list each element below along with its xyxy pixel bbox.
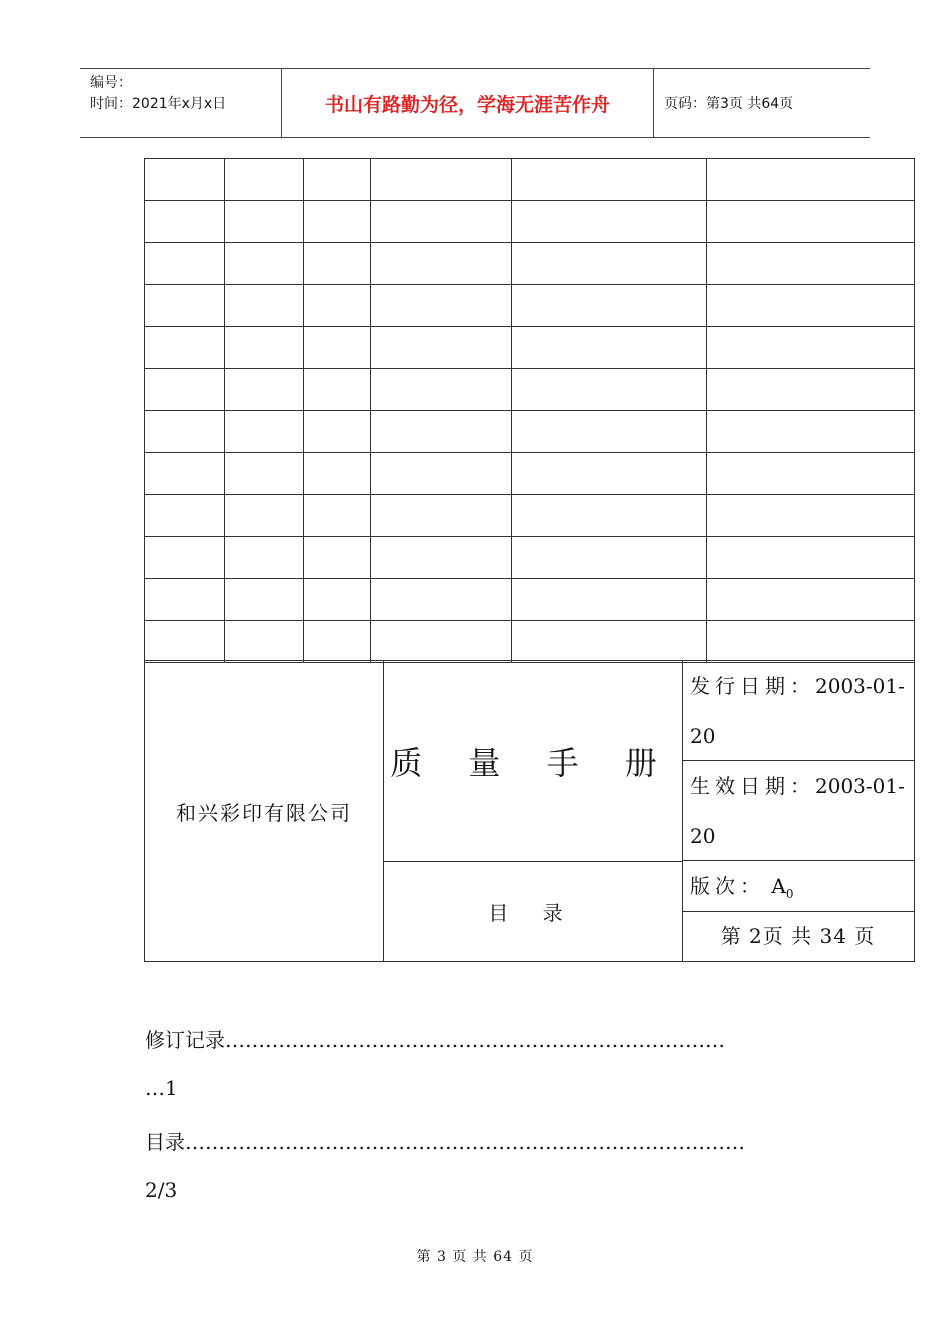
table-cell [707, 495, 915, 537]
block-page-number: 第 2页 共 34 页 [720, 924, 876, 948]
table-cell [512, 243, 707, 285]
effective-date-value: 2003-01- [815, 774, 905, 798]
table-row [145, 285, 915, 327]
table-cell [371, 537, 512, 579]
table-cell [225, 621, 304, 663]
table-cell [225, 453, 304, 495]
table-cell [304, 411, 371, 453]
table-cell [304, 537, 371, 579]
document-title: 质 量 手 册 [383, 661, 683, 862]
table-cell [225, 495, 304, 537]
table-cell [145, 495, 225, 537]
table-cell [707, 453, 915, 495]
table-cell [371, 621, 512, 663]
page-footer: 第 3 页 共 64 页 [416, 1249, 534, 1265]
table-cell [304, 369, 371, 411]
table-cell [512, 495, 707, 537]
page-header [80, 68, 870, 138]
table-cell [304, 285, 371, 327]
table-cell [371, 243, 512, 285]
table-cell [371, 453, 512, 495]
table-cell [512, 579, 707, 621]
table-cell [512, 621, 707, 663]
table-row [145, 201, 915, 243]
effective-date-label: 生效日期： [690, 774, 815, 798]
title-block [144, 660, 915, 962]
table-cell [512, 327, 707, 369]
header-meta-cell [80, 69, 282, 137]
table-row [145, 537, 915, 579]
table-cell [225, 327, 304, 369]
table-cell [225, 579, 304, 621]
toc-entry-revision: 修订记录………………………………………………………………… [145, 1028, 725, 1052]
version-value: $A_0$ [771, 874, 794, 901]
table-cell [145, 453, 225, 495]
table-cell [145, 537, 225, 579]
table-cell [707, 411, 915, 453]
table-cell [225, 159, 304, 201]
effective-date-cell [682, 761, 914, 861]
toc-entry-contents: 目录………………………………………………………………………… [145, 1130, 745, 1154]
table-cell [371, 285, 512, 327]
table-cell [371, 495, 512, 537]
table-cell [512, 537, 707, 579]
table-row [145, 369, 915, 411]
table-cell [371, 369, 512, 411]
table-cell [371, 159, 512, 201]
time-label: 时间：2021年x月x日 [90, 96, 227, 112]
table-row [145, 579, 915, 621]
table-cell [145, 285, 225, 327]
table-cell [304, 201, 371, 243]
table-cell [304, 621, 371, 663]
table-cell [512, 285, 707, 327]
table-cell [707, 201, 915, 243]
table-cell [371, 579, 512, 621]
issue-date-cell [682, 661, 914, 761]
effective-date-tail: 20 [690, 824, 716, 848]
company-name: 和兴彩印有限公司 [145, 661, 384, 961]
table-cell [225, 411, 304, 453]
table-cell [225, 285, 304, 327]
table-row [145, 243, 915, 285]
table-cell [707, 621, 915, 663]
table-cell [145, 243, 225, 285]
table-cell [707, 243, 915, 285]
table-cell [304, 579, 371, 621]
table-row [145, 411, 915, 453]
table-cell [225, 369, 304, 411]
header-page-info: 页码：第3页 共64页 [664, 96, 794, 112]
version-cell [682, 861, 914, 912]
table-cell [707, 159, 915, 201]
table-row [145, 621, 915, 663]
table-row [145, 453, 915, 495]
table-cell [145, 327, 225, 369]
revision-record-table [144, 158, 915, 663]
table-cell [145, 369, 225, 411]
number-label: 编号： [90, 75, 132, 91]
toc-entry-revision-page: …1 [145, 1076, 178, 1100]
table-cell [225, 537, 304, 579]
table-cell [707, 285, 915, 327]
table-cell [371, 411, 512, 453]
table-row [145, 495, 915, 537]
table-row [145, 159, 915, 201]
table-cell [512, 159, 707, 201]
table-cell [145, 159, 225, 201]
version-label: 版次： [690, 874, 765, 898]
table-cell [304, 453, 371, 495]
table-cell [371, 327, 512, 369]
toc-entry-contents-page: 2/3 [145, 1178, 178, 1202]
table-cell [512, 411, 707, 453]
table-row [145, 327, 915, 369]
table-cell [707, 537, 915, 579]
table-cell [304, 159, 371, 201]
table-cell [304, 495, 371, 537]
table-cell [512, 201, 707, 243]
table-cell [145, 411, 225, 453]
table-cell [225, 243, 304, 285]
issue-date-label: 发行日期： [690, 674, 815, 698]
table-cell [707, 327, 915, 369]
table-cell [512, 369, 707, 411]
table-cell [512, 453, 707, 495]
issue-date-value: 2003-01- [815, 674, 905, 698]
header-motto: 书山有路勤为径，学海无涯苦作舟 [282, 69, 654, 137]
table-cell [225, 201, 304, 243]
issue-date-tail: 20 [690, 724, 716, 748]
table-cell [145, 621, 225, 663]
table-cell [145, 579, 225, 621]
table-cell [304, 243, 371, 285]
table-cell [707, 579, 915, 621]
table-cell [371, 201, 512, 243]
section-title: 目 录 [383, 861, 683, 961]
table-cell [707, 369, 915, 411]
table-cell [304, 327, 371, 369]
table-cell [145, 201, 225, 243]
